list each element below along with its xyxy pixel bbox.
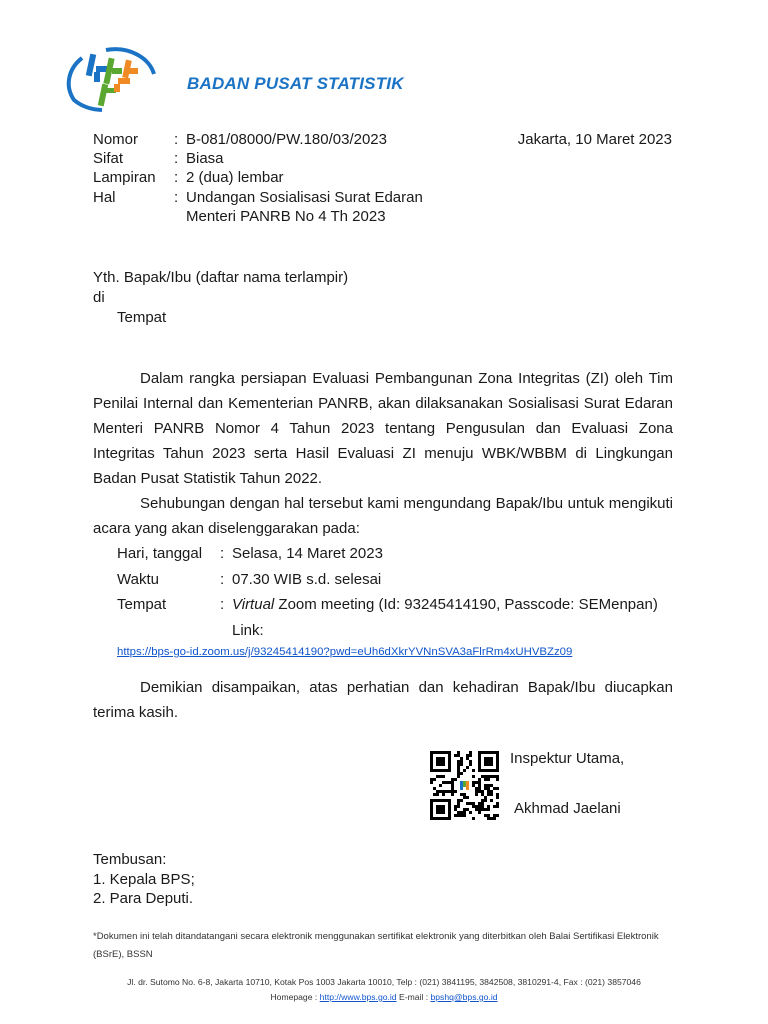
homepage-label: Homepage :	[270, 992, 320, 1002]
closing-text: Demikian disampaikan, atas perhatian dan kehadiran Bapak/Ibu diucapkan terima kasih.	[93, 679, 673, 721]
zoom-meeting-link[interactable]: https://bps-go-id.zoom.us/j/93245414190?pwd=eUh6dXkrYVNnSVA3aFlrRm4xUHVBZz09	[117, 646, 573, 658]
colon: :	[174, 169, 179, 186]
colon: :	[220, 571, 225, 588]
letter-date: Jakarta, 10 Maret 2023	[517, 131, 672, 148]
homepage-link[interactable]: http://www.bps.go.id	[319, 992, 397, 1002]
bps-logo	[62, 44, 158, 120]
email-label: E-mail :	[396, 992, 431, 1002]
paragraph-2-text: Sehubungan dengan hal tersebut kami mengundang Bapak/Ibu untuk mengikuti acara yang akan diselenggarakan pada:	[93, 495, 673, 537]
email-link[interactable]: bpshq@bps.go.id	[430, 992, 498, 1002]
signatory-name: Akhmad Jaelani	[514, 800, 621, 817]
hal-value-line2: Menteri PANRB No 4 Th 2023	[186, 208, 386, 225]
tembusan-title: Tembusan:	[93, 851, 167, 868]
signature-qr-code	[430, 751, 499, 820]
e-signature-footnote: *Dokumen ini telah ditandatangani secara elektronik menggunakan sertifikat elektronik yang diterbitkan oleh Balai Sertifikasi Elektronik (BSrE), BSSN	[93, 931, 659, 960]
hari-label: Hari, tanggal	[117, 545, 203, 562]
sifat-value: Biasa	[186, 150, 224, 167]
hari-value: Selasa, 14 Maret 2023	[232, 545, 383, 562]
colon: :	[174, 150, 179, 167]
colon: :	[174, 189, 179, 206]
closing-paragraph	[93, 675, 673, 725]
recipient-place: Tempat	[117, 309, 167, 326]
link-label: Link:	[232, 622, 264, 639]
organization-name: BADAN PUSAT STATISTIK	[187, 74, 404, 93]
colon: :	[220, 596, 225, 613]
tempat-zoom-details: Zoom meeting (Id: 93245414190, Passcode: SEMenpan)	[274, 596, 658, 613]
sifat-label: Sifat	[93, 150, 124, 167]
tempat-virtual: Virtual	[232, 596, 275, 613]
hal-value-line1: Undangan Sosialisasi Surat Edaran	[186, 189, 423, 206]
tempat-value	[232, 596, 658, 614]
footer-address: Jl. dr. Sutomo No. 6-8, Jakarta 10710, Kotak Pos 1003 Jakarta 10010, Telp : (021) 3841195, 3842508, 3810291-4, Fax : (021) 3857046	[127, 977, 641, 987]
colon: :	[174, 131, 179, 148]
nomor-value: B-081/08000/PW.180/03/2023	[186, 131, 387, 148]
tembusan-item: 1. Kepala BPS;	[93, 871, 195, 888]
signatory-title: Inspektur Utama,	[510, 750, 625, 767]
paragraph-1-text: Dalam rangka persiapan Evaluasi Pembangunan Zona Integritas (ZI) oleh Tim Penilai Internal dan Kementerian PANRB, akan dilaksanakan Sosialisasi Surat Edaran Menteri PANRB Nomor 4 Tahun 2023 tentang Pengusulan dan Evaluasi Zona Integritas Tahun 2023 serta Hasil Evaluasi ZI menuju WBK/WBBM di Lingkungan Badan Pusat Statistik Tahun 2022.	[93, 370, 673, 487]
footer-contact	[0, 992, 768, 1002]
waktu-value: 07.30 WIB s.d. selesai	[232, 571, 382, 588]
body-paragraph-2	[93, 491, 673, 541]
tempat-label: Tempat	[117, 596, 167, 613]
lampiran-label: Lampiran	[93, 169, 156, 186]
hal-label: Hal	[93, 189, 116, 206]
tembusan-item: 2. Para Deputi.	[93, 890, 194, 907]
body-paragraph-1	[93, 366, 673, 491]
lampiran-value: 2 (dua) lembar	[186, 169, 284, 186]
recipient-line: Yth. Bapak/Ibu (daftar nama terlampir)	[93, 269, 349, 286]
colon: :	[220, 545, 225, 562]
waktu-label: Waktu	[117, 571, 159, 588]
recipient-di: di	[93, 289, 105, 306]
nomor-label: Nomor	[93, 131, 139, 148]
